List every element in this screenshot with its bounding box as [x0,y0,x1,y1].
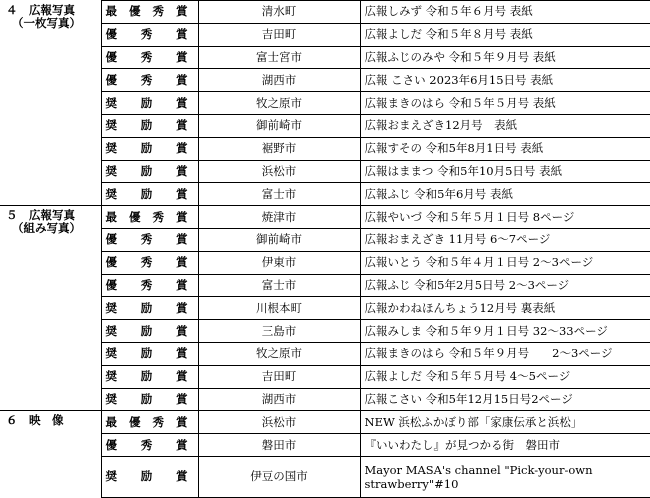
award-char: 奨 [105,186,117,201]
award-char: 優 [105,27,117,42]
publication-cell: 広報すその 令和5年8月1日号 表紙 [360,137,650,160]
publication-cell: 広報ふじ 令和5年2月5日号 2～3ページ [360,274,650,297]
publication-cell: NEW 浜松ふかぼり部「家康伝承と浜松」 [360,411,650,434]
publication-cell: 広報まきのはら 令和５年９月号 2～3ページ [360,342,650,365]
award-label [106,5,188,18]
award-cell [101,46,198,69]
award-cell [101,206,198,229]
award-cell [101,228,198,251]
award-label [106,188,188,201]
award-row [0,206,650,229]
award-label [106,279,188,292]
award-char: 秀 [152,414,164,429]
award-char: 賞 [176,49,188,64]
award-char: 優 [105,72,117,87]
municipality-cell: 御前崎市 [198,114,360,137]
award-char: 秀 [140,232,153,247]
award-char: 秀 [152,4,164,19]
award-char: 秀 [140,27,153,42]
award-cell [101,320,198,343]
award-char: 優 [105,49,117,64]
publication-cell: 広報こさい 令和5年12月15日号2ページ [360,388,650,411]
award-char: 賞 [176,95,188,110]
award-char: 賞 [176,414,188,429]
award-char: 励 [140,300,153,315]
municipality-cell: 牧之原市 [198,342,360,365]
award-char: 優 [105,277,117,292]
municipality-cell: 伊豆の国市 [198,456,360,497]
award-char: 奨 [105,391,117,406]
award-char: 励 [140,391,153,406]
award-char: 賞 [176,4,188,19]
publication-cell: 『いいわたし』が見つかる街 磐田市 [360,434,650,457]
award-label [106,393,188,406]
publication-cell: 広報いとう 令和５年４月１日号 2～3ページ [360,251,650,274]
award-label [106,74,188,87]
municipality-cell: 三島市 [198,320,360,343]
award-char: 秀 [152,209,164,224]
award-char: 奨 [105,346,117,361]
award-cell [101,69,198,92]
award-char: 秀 [140,437,153,452]
category-title: ５ 広報写真 [6,208,75,223]
award-char: 奨 [105,323,117,338]
publication-cell: 広報ふじのみや 令和５年９月号 表紙 [360,46,650,69]
award-char: 優 [129,209,141,224]
publication-cell: 広報おまえざき 11月号 6～7ページ [360,228,650,251]
award-row [0,411,650,434]
category-title: ６ 映 像 [6,413,64,428]
award-label [106,211,188,224]
category-subtitle: （組み写真） [12,221,81,236]
municipality-cell: 吉田町 [198,23,360,46]
award-cell [101,92,198,115]
category-subtitle: （一枚写真） [12,15,81,30]
publication-cell: 広報おまえざき12月号 表紙 [360,114,650,137]
municipality-cell: 富士市 [198,274,360,297]
award-char: 賞 [176,163,188,178]
award-char: 賞 [176,232,188,247]
category-cell [0,1,101,206]
award-label [106,325,188,338]
publication-cell: 広報しみず 令和５年６月号 表紙 [360,1,650,24]
publication-cell: 広報やいづ 令和５年５月１日号 8ページ [360,206,650,229]
award-char: 賞 [176,27,188,42]
award-cell [101,274,198,297]
award-label [106,347,188,360]
municipality-cell: 川根本町 [198,297,360,320]
award-char: 奨 [105,469,117,484]
award-cell [101,297,198,320]
award-label [106,470,188,483]
municipality-cell: 富士市 [198,183,360,206]
award-label [106,233,188,246]
award-char: 優 [129,414,141,429]
award-char: 優 [105,437,117,452]
award-char: 優 [129,4,141,19]
award-label [106,439,188,452]
awards-table-body [0,1,650,498]
award-char: 賞 [176,437,188,452]
award-label [106,97,188,110]
award-label [106,142,188,155]
award-char: 励 [140,346,153,361]
award-label [106,28,188,41]
municipality-cell: 湖西市 [198,388,360,411]
award-label [106,165,188,178]
award-cell [101,23,198,46]
award-label [106,119,188,132]
award-char: 賞 [176,72,188,87]
municipality-cell: 伊東市 [198,251,360,274]
award-cell [101,411,198,434]
award-char: 奨 [105,118,117,133]
award-cell [101,365,198,388]
award-char: 奨 [105,95,117,110]
award-char: 励 [140,323,153,338]
municipality-cell: 裾野市 [198,137,360,160]
municipality-cell: 牧之原市 [198,92,360,115]
award-char: 励 [140,163,153,178]
award-char: 賞 [176,255,188,270]
award-char: 賞 [176,346,188,361]
award-char: 賞 [176,391,188,406]
award-cell [101,456,198,497]
publication-cell: 広報かわねほんちょう12月号 裏表紙 [360,297,650,320]
municipality-cell: 浜松市 [198,411,360,434]
award-cell [101,342,198,365]
municipality-cell: 浜松市 [198,160,360,183]
publication-cell: 広報よしだ 令和５年５月号 4～5ページ [360,365,650,388]
publication-cell: 広報みしま 令和５年９月１日号 32～33ページ [360,320,650,343]
award-char: 秀 [140,255,153,270]
publication-cell: Mayor MASA's channel "Pick-your-own strawberry"#10 [360,456,650,497]
award-cell [101,1,198,24]
award-label [106,302,188,315]
publication-cell: 広報ふじ 令和5年6月号 表紙 [360,183,650,206]
award-label [106,370,188,383]
publication-cell: 広報 こさい 2023年6月15日号 表紙 [360,69,650,92]
award-cell [101,137,198,160]
award-char: 秀 [140,72,153,87]
award-char: 最 [105,209,117,224]
award-cell [101,183,198,206]
award-char: 賞 [176,323,188,338]
municipality-cell: 吉田町 [198,365,360,388]
award-char: 賞 [176,118,188,133]
category-title: ４ 広報写真 [6,2,75,17]
award-char: 奨 [105,141,117,156]
award-char: 賞 [176,469,188,484]
award-cell [101,251,198,274]
award-cell [101,160,198,183]
award-char: 賞 [176,141,188,156]
award-char: 奨 [105,300,117,315]
publication-cell: 広報はままつ 令和5年10月5日号 表紙 [360,160,650,183]
award-char: 優 [105,232,117,247]
award-char: 賞 [176,277,188,292]
award-label [106,256,188,269]
award-char: 賞 [176,369,188,384]
municipality-cell: 湖西市 [198,69,360,92]
award-label [106,51,188,64]
award-cell [101,388,198,411]
award-char: 最 [105,414,117,429]
category-cell [0,411,101,498]
award-char: 優 [105,255,117,270]
category-cell [0,206,101,411]
award-cell [101,434,198,457]
award-char: 励 [140,469,153,484]
award-char: 奨 [105,163,117,178]
award-char: 最 [105,4,117,19]
award-char: 励 [140,369,153,384]
award-char: 励 [140,118,153,133]
award-cell [101,114,198,137]
award-char: 賞 [176,300,188,315]
award-row [0,1,650,24]
award-label [106,416,188,429]
publication-cell: 広報まきのはら 令和５年５月号 表紙 [360,92,650,115]
municipality-cell: 磐田市 [198,434,360,457]
municipality-cell: 富士宮市 [198,46,360,69]
award-char: 賞 [176,186,188,201]
publication-cell: 広報よしだ 令和５年８月号 表紙 [360,23,650,46]
award-char: 励 [140,95,153,110]
municipality-cell: 清水町 [198,1,360,24]
award-char: 賞 [176,209,188,224]
municipality-cell: 御前崎市 [198,228,360,251]
award-char: 励 [140,186,153,201]
award-char: 奨 [105,369,117,384]
municipality-cell: 焼津市 [198,206,360,229]
award-char: 励 [140,141,153,156]
award-char: 秀 [140,277,153,292]
award-char: 秀 [140,49,153,64]
